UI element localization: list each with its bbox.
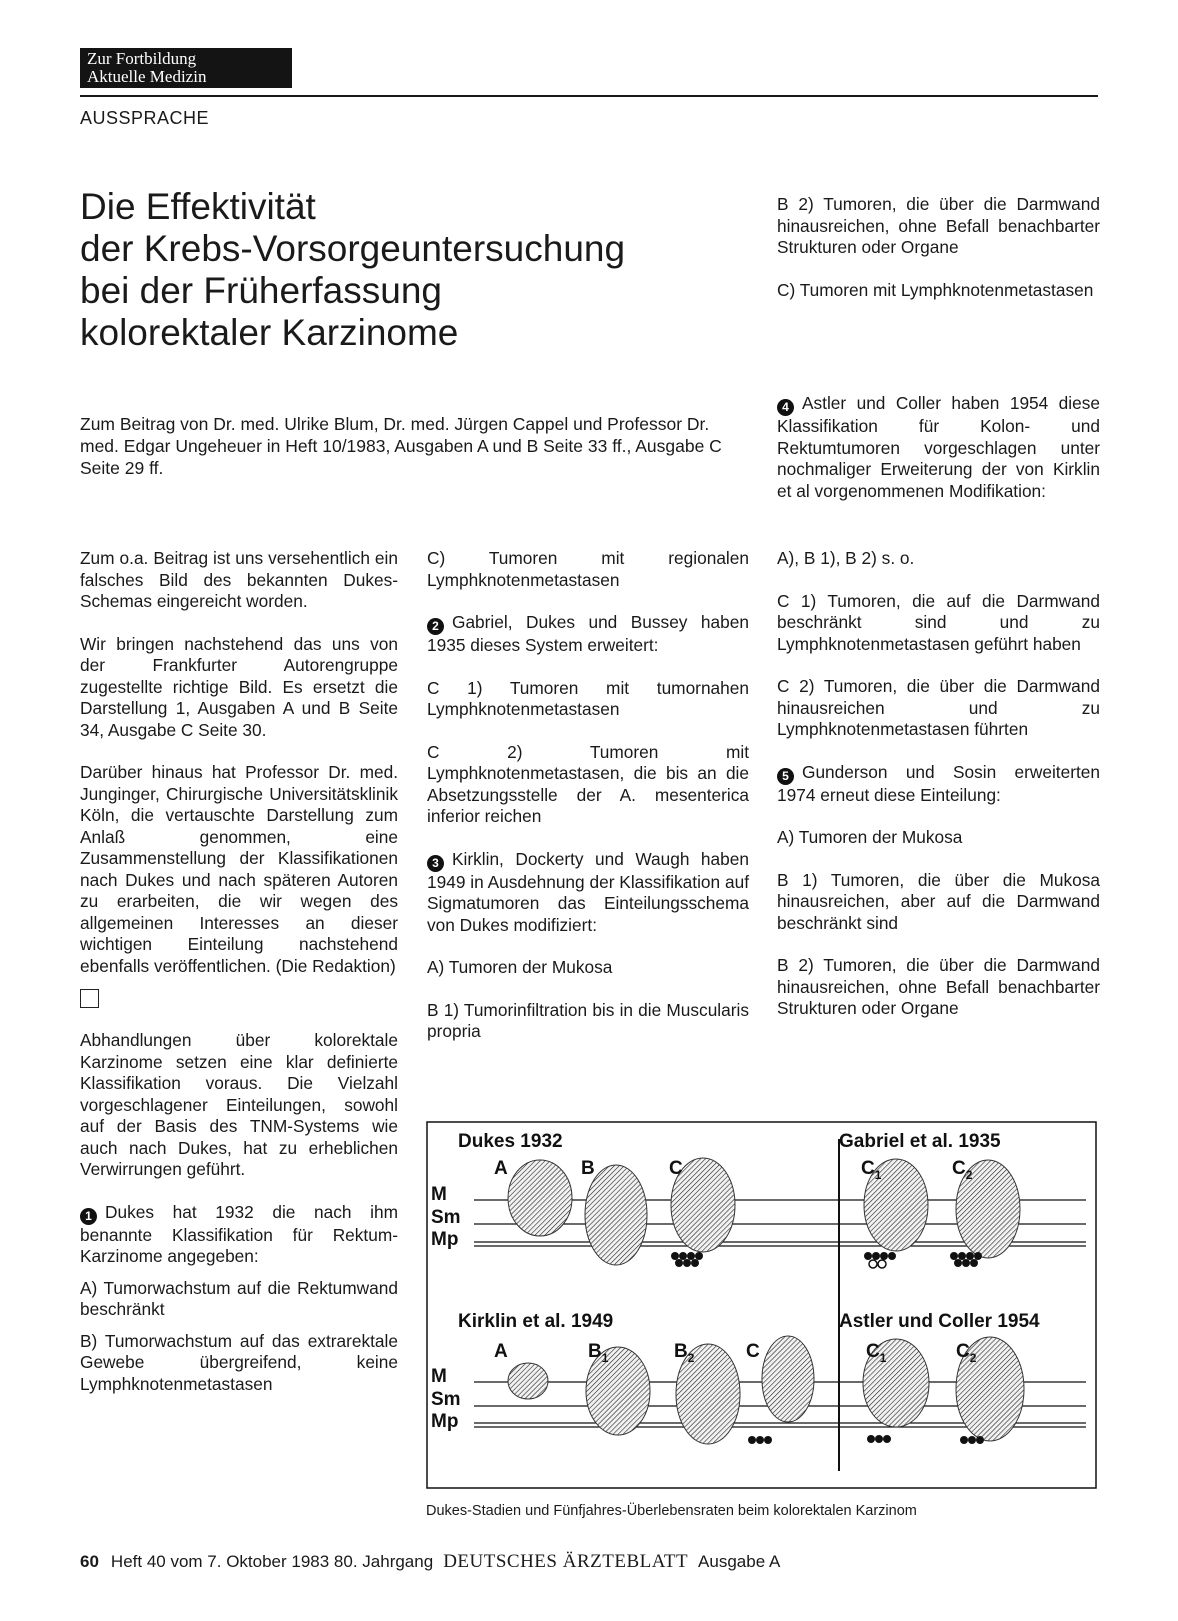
title-line: Die Effektivität bbox=[80, 186, 316, 227]
paragraph-text: Gunderson und Sosin erweiterten 1974 erneut diese Einteilung: bbox=[777, 761, 1100, 805]
title-line: der Krebs-Vorsorgeuntersuchung bbox=[80, 228, 626, 269]
stage-label-b1: $B_1$ bbox=[588, 1341, 609, 1365]
panel-title-kirklin: Kirklin et al. 1949 bbox=[458, 1311, 614, 1332]
paragraph: B 2) Tumoren, die über die Darmwand hinausreichen, ohne Befall benachbarter Strukturen oder Organe bbox=[777, 194, 1100, 257]
number-badge: 5 bbox=[777, 768, 794, 785]
paragraph: C 1) Tumoren mit tumornahen Lymphknotenmetastasen bbox=[427, 677, 749, 719]
journal-name: DEUTSCHES ÄRZTEBLATT bbox=[443, 1551, 689, 1572]
column-1 bbox=[80, 548, 398, 1416]
layer-label-mp: Mp bbox=[431, 1411, 459, 1432]
paragraph: B 1) Tumorinfiltration bis in die Muscularis propria bbox=[427, 999, 749, 1041]
stage-label-a: A bbox=[494, 1341, 508, 1362]
lymph-nodes-open bbox=[869, 1260, 886, 1268]
number-badge: 4 bbox=[777, 399, 794, 416]
paragraph: C 2) Tumoren mit Lymphknotenmetastasen, die bis an die Absetzungsstelle der A. mesenterica inferior reichen bbox=[427, 741, 749, 826]
section-label: AUSSPRACHE bbox=[80, 108, 210, 128]
stage-label-c2: $C_2$ bbox=[952, 1158, 973, 1182]
dukes-stages-figure bbox=[426, 1121, 1097, 1489]
paragraph-text: Kirklin, Dockerty und Waugh haben 1949 in Ausdehnung der Klassifikation auf Sigmatumoren das Einteilungsschema von Dukes modifiziert: bbox=[427, 848, 749, 935]
issue-info: Heft 40 vom 7. Oktober 1983 80. Jahrgang bbox=[110, 1552, 434, 1571]
numbered-paragraph bbox=[427, 612, 749, 657]
numbered-paragraph bbox=[777, 393, 1100, 502]
paragraph: B 2) Tumoren, die über die Darmwand hinausreichen, ohne Befall benachbarter Strukturen oder Organe bbox=[777, 955, 1100, 1018]
dukes-diagram bbox=[426, 1121, 1097, 1489]
number-badge: 2 bbox=[427, 618, 444, 635]
title-line: bei der Früherfassung bbox=[80, 270, 442, 311]
layer-label-m: M bbox=[431, 1184, 447, 1205]
paragraph: C 2) Tumoren, die über die Darmwand hinausreichen und zu Lymphknotenmetastasen führten bbox=[777, 676, 1100, 739]
stage-label-b: B bbox=[581, 1158, 595, 1179]
paragraph-text: Gabriel, Dukes und Bussey haben 1935 dieses System erweitert: bbox=[427, 612, 749, 655]
paragraph: C 1) Tumoren, die auf die Darmwand beschränkt sind und zu Lymphknotenmetastasen geführt haben bbox=[777, 590, 1100, 654]
panel-title-gabriel: Gabriel et al. 1935 bbox=[839, 1131, 1001, 1152]
stage-label-c: C bbox=[746, 1341, 760, 1362]
layer-label-sm: Sm bbox=[431, 1207, 461, 1228]
paragraph: A), B 1), B 2) s. o. bbox=[777, 548, 915, 568]
stage-label-a: A bbox=[494, 1158, 508, 1179]
column-2 bbox=[427, 548, 749, 1064]
layer-label-mp: Mp bbox=[431, 1229, 459, 1250]
layer-label-m: M bbox=[431, 1366, 447, 1387]
number-badge: 1 bbox=[80, 1208, 97, 1225]
paragraph-text: Dukes hat 1932 die nach ihm benannte Klassifikation für Rektum-Karzinome angegeben: bbox=[80, 1201, 398, 1266]
paragraph: Abhandlungen über kolorektale Karzinome setzen eine klar definierte Klassifikation voraus. Die Vielzahl vorgeschlagener Einteilungen, sowohl auf der Basis des TNM-Systems wie auch nach Dukes, hat zu erheblichen Verwirrungen geführt. bbox=[80, 1030, 398, 1179]
column-3-top bbox=[777, 194, 1100, 322]
stage-label-c: C bbox=[669, 1158, 683, 1179]
paragraph: C) Tumoren mit regionalen Lymphknotenmetastasen bbox=[427, 548, 749, 590]
layer-label-sm: Sm bbox=[431, 1389, 461, 1410]
panel-title-astler: Astler und Coller 1954 bbox=[839, 1311, 1040, 1332]
paragraph: C) Tumoren mit Lymphknotenmetastasen bbox=[777, 279, 1094, 300]
paragraph-text: Astler und Coller haben 1954 diese Klassifikation für Kolon- und Rektumtumoren vorgeschlagen unter nochmaliger Erweiterung der von Kirklin et al vorgenommenen Modifikation: bbox=[777, 393, 1100, 501]
paragraph: Zum o.a. Beitrag ist uns versehentlich ein falsches Bild des bekannten Dukes-Schemas eingereicht worden. bbox=[80, 548, 398, 611]
intro-text: Zum Beitrag von Dr. med. Ulrike Blum, Dr. med. Jürgen Cappel und Professor Dr. med. Edgar Ungeheuer in Heft 10/1983, Ausgaben A und B Seite 33 ff., Ausgabe C Seite 29 ff. bbox=[80, 414, 722, 478]
paragraph: A) Tumoren der Mukosa bbox=[777, 827, 963, 847]
section-badge bbox=[80, 48, 292, 88]
page-footer bbox=[80, 1551, 780, 1573]
numbered-paragraph bbox=[427, 849, 749, 937]
panel-title-dukes: Dukes 1932 bbox=[458, 1131, 563, 1152]
paragraph: Wir bringen nachstehend das uns von der Frankfurter Autorengruppe zugestellte richtige Bild. Es ersetzt die Darstellung 1, Ausgaben A und B Seite 34, Ausgabe C Seite 30. bbox=[80, 633, 398, 740]
numbered-paragraph bbox=[777, 762, 1100, 807]
column-3-bottom bbox=[777, 548, 1100, 1041]
numbered-paragraph bbox=[80, 1202, 398, 1268]
end-mark-box bbox=[80, 989, 99, 1008]
stage-label-c1: $C_1$ bbox=[861, 1158, 882, 1182]
page-number: 60 bbox=[80, 1552, 99, 1571]
paragraph: Darüber hinaus hat Professor Dr. med. Junginger, Chirurgische Universitätsklinik Köln, die vertauschte Darstellung zum Anlaß genommen, eine Zusammenstellung der Klassifikationen nach Dukes und nach späteren Autoren zu erarbeiten, die wir wegen des allgemeinen Interesses an dieser wichtigen Einteilung nachstehend ebenfalls veröffentlichen. (Die Redaktion) bbox=[80, 762, 398, 976]
paragraph: A) Tumoren der Mukosa bbox=[427, 957, 613, 977]
figure-caption: Dukes-Stadien und Fünfjahres-Überlebensraten beim kolorektalen Karzinom bbox=[426, 1503, 917, 1519]
stage-label-b2: $B_2$ bbox=[674, 1341, 695, 1365]
tumor-kirklin-c bbox=[762, 1336, 814, 1422]
stage-label-c1: $C_1$ bbox=[866, 1341, 887, 1365]
column-3-middle bbox=[777, 393, 1100, 523]
edition-label: Ausgabe A bbox=[698, 1552, 781, 1571]
header-rule bbox=[80, 95, 1098, 97]
badge-line-2: Aktuelle Medizin bbox=[87, 67, 207, 86]
tumor-dukes-b bbox=[585, 1165, 647, 1265]
number-badge: 3 bbox=[427, 855, 444, 872]
title-line: kolorektaler Karzinome bbox=[80, 312, 459, 353]
tumor-dukes-a bbox=[508, 1160, 572, 1236]
stage-label-c2: $C_2$ bbox=[956, 1341, 977, 1365]
badge-line-1: Zur Fortbildung bbox=[87, 49, 197, 68]
tumor-kirklin-a bbox=[508, 1363, 548, 1399]
paragraph: A) Tumorwachstum auf die Rektumwand beschränkt bbox=[80, 1277, 398, 1319]
paragraph: B) Tumorwachstum auf das extrarektale Gewebe übergreifend, keine Lymphknotenmetastasen bbox=[80, 1330, 398, 1394]
article-title bbox=[80, 186, 730, 354]
paragraph: B 1) Tumoren, die über die Mukosa hinausreichen, aber auf die Darmwand beschränkt sind bbox=[777, 869, 1100, 933]
